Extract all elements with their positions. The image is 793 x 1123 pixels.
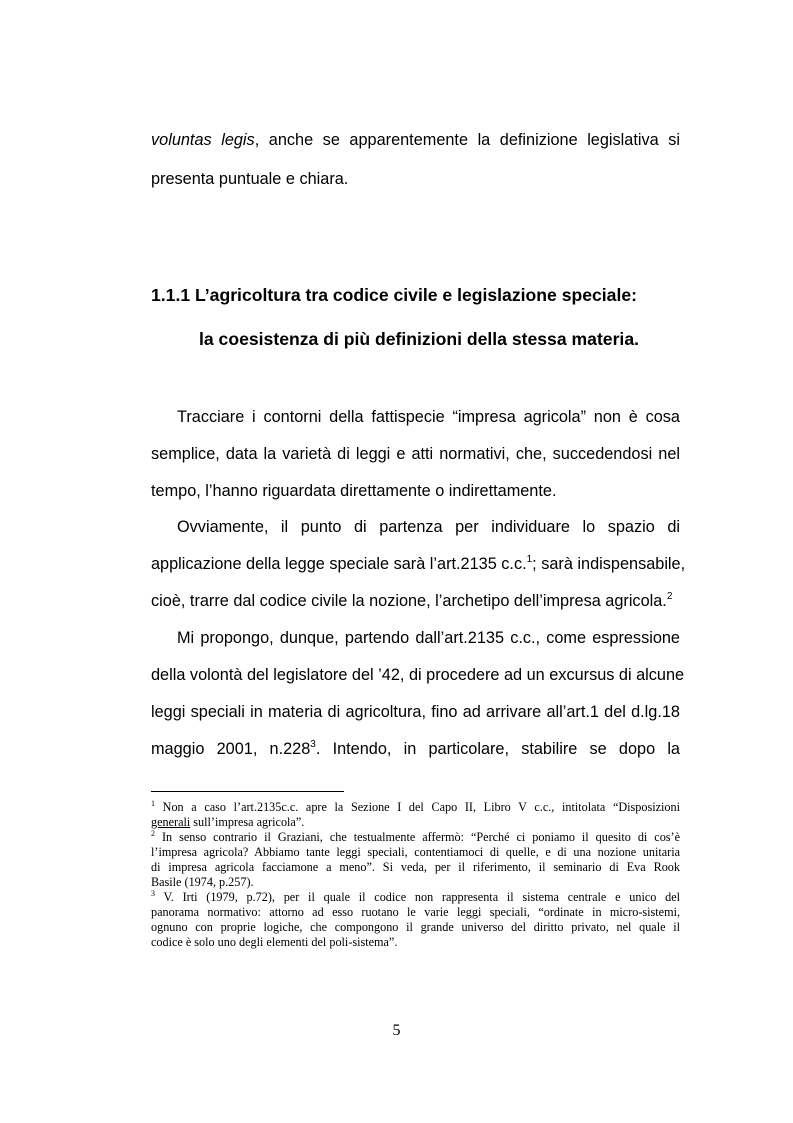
body-line: voluntas legis, anche se apparentemente la definizione legislativa si — [151, 131, 680, 149]
body-line: leggi speciali in materia di agricoltura, fino ad arrivare all’art.1 del d.lg.18 — [151, 703, 680, 721]
footnote-ref[interactable]: 1 — [526, 554, 533, 565]
body-line: cioè, trarre dal codice civile la nozione, l’archetipo dell’impresa agricola.$^2$ — [151, 591, 673, 610]
footnote-ref[interactable]: 3 — [310, 739, 316, 750]
footnote-number: 3 — [151, 889, 155, 898]
body-line: maggio 2001, n.228$^3$. Intendo, in particolare, stabilire se dopo la — [151, 739, 680, 758]
footnote-2-cont: Basile (1974, p.257). — [151, 875, 254, 889]
footnote-2-cont: l’impresa agricola? Abbiamo tante leggi speciali, contentiamoci di quelle, e di una nozione unitaria — [151, 845, 680, 859]
footnote-3-cont: codice è solo uno degli elementi del poli-sistema”. — [151, 935, 398, 949]
body-line: della volontà del legislatore del ’42, di procedere ad un excursus di alcune — [151, 666, 685, 684]
footnote-2: $^2$ In senso contrario il Graziani, che testualmente affermò: “Perché ci poniamo il quesito di cos’è — [151, 829, 680, 844]
body-line: tempo, l’hanno riguardata direttamente o indirettamente. — [151, 482, 557, 500]
italic-phrase: voluntas legis — [151, 131, 255, 149]
footnote-number: 1 — [151, 799, 155, 808]
footnote-number: 2 — [151, 829, 155, 838]
footnote-3: $^3$ V. Irti (1979, p.72), per il quale il codice non rappresenta il sistema centrale e unico del — [151, 889, 680, 904]
footnote-3-cont: panorama normativo: attorno ad esso ruotano le varie leggi speciali, “ordinate in micro-sistemi, — [151, 905, 680, 919]
body-line: Mi propongo, dunque, partendo dall’art.2135 c.c., come espressione — [177, 629, 680, 647]
footnote-2-cont: di impresa agricola facciamone a meno”. Si veda, per il riferimento, il seminario di Eva Rook — [151, 860, 680, 874]
body-line: applicazione della legge speciale sarà l’art.2135 c.c.$^1$; sarà indispensabile, — [151, 554, 686, 573]
footnote-rule — [151, 791, 344, 792]
body-line: semplice, data la varietà di leggi e atti normativi, che, succedendosi nel — [151, 445, 680, 463]
body-line: Tracciare i contorni della fattispecie “impresa agricola” non è cosa — [177, 408, 680, 426]
footnote-3-cont: ognuno con proprie logiche, che compongono il grande universo del diritto privato, nel quale il — [151, 920, 680, 934]
body-line: presenta puntuale e chiara. — [151, 170, 349, 188]
footnote-1-cont: generali sull’impresa agricola”. — [151, 815, 305, 829]
footnote-ref[interactable]: 2 — [666, 591, 673, 602]
body-line: Ovviamente, il punto di partenza per individuare lo spazio di — [177, 518, 680, 536]
footnote-1: $^1$ Non a caso l’art.2135c.c. apre la Sezione I del Capo II, Libro V c.c., intitolata “Disposizioni — [151, 799, 680, 814]
section-heading: 1.1.1 L’agricoltura tra codice civile e legislazione speciale: — [151, 285, 638, 305]
section-heading-cont: la coesistenza di più definizioni della stessa materia. — [199, 329, 639, 349]
page-number: 5 — [392, 1022, 401, 1039]
